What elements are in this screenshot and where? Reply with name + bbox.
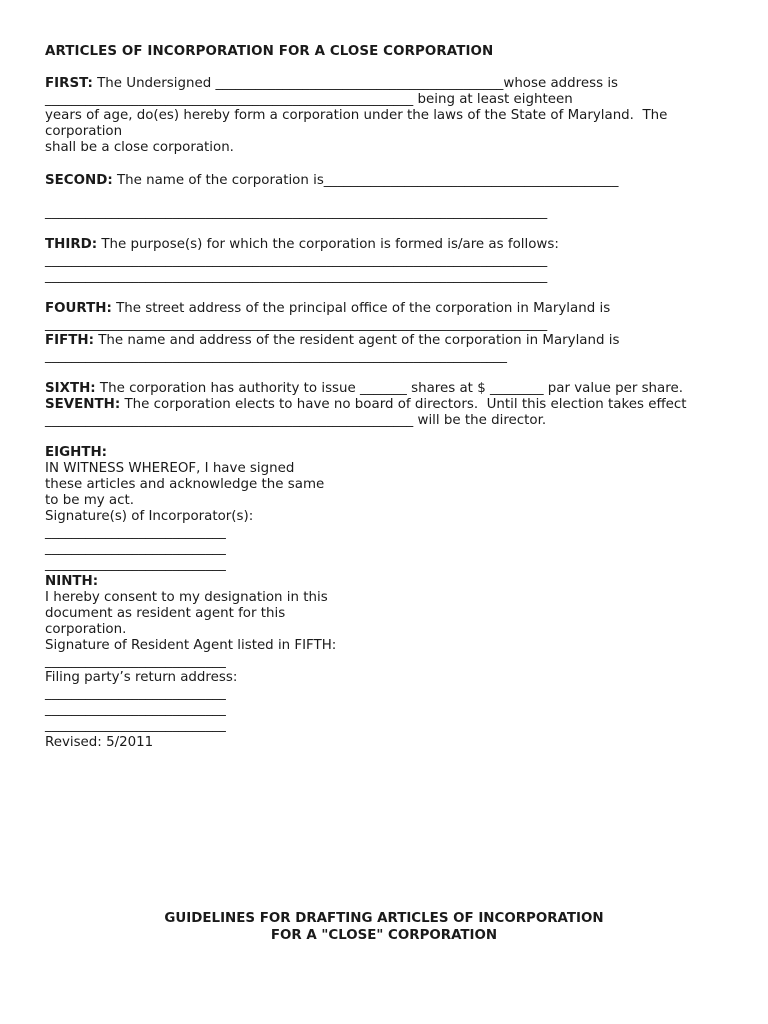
article-first-line3: years of age, do(es) hereby form a corporation under the laws of the State of Maryland. The bbox=[45, 108, 668, 123]
return-address-line: ___________________________ bbox=[45, 702, 226, 717]
guidelines-heading-line1: GUIDELINES FOR DRAFTING ARTICLES OF INCORPORATION bbox=[164, 911, 604, 926]
article-seventh-label: SEVENTH: bbox=[45, 397, 121, 412]
return-address-label: Filing party’s return address: bbox=[45, 670, 238, 685]
article-third bbox=[45, 237, 559, 253]
article-third-label: THIRD: bbox=[45, 237, 98, 252]
resident-agent-signature-line: ___________________________ bbox=[45, 654, 226, 669]
article-fifth-line2: _____________________________________________________________________ bbox=[45, 349, 507, 364]
article-sixth bbox=[45, 381, 683, 397]
article-seventh bbox=[45, 397, 687, 413]
resident-agent-signature-label: Signature of Resident Agent listed in FIFTH: bbox=[45, 638, 337, 653]
article-eighth-line1: IN WITNESS WHEREOF, I have signed bbox=[45, 461, 295, 476]
article-third-line2: ___________________________________________________________________________ bbox=[45, 253, 548, 268]
incorporator-signature-line: ___________________________ bbox=[45, 557, 226, 572]
article-second-line2: ___________________________________________________________________________ bbox=[45, 205, 548, 220]
article-third-line3: ___________________________________________________________________________ bbox=[45, 269, 548, 284]
article-sixth-label: SIXTH: bbox=[45, 381, 96, 396]
article-second bbox=[45, 173, 618, 189]
article-fifth-line1: The name and address of the resident agent of the corporation in Maryland is bbox=[93, 333, 620, 348]
return-address-line: ___________________________ bbox=[45, 718, 226, 733]
article-ninth-label: NINTH: bbox=[45, 574, 99, 589]
article-third-line1: The purpose(s) for which the corporation is formed is/are as follows: bbox=[97, 237, 559, 252]
article-sixth-line1: The corporation has authority to issue _______ shares at $ ________ par value per share. bbox=[95, 381, 683, 396]
article-eighth-label: EIGHTH: bbox=[45, 445, 108, 460]
incorporator-signature-label: Signature(s) of Incorporator(s): bbox=[45, 509, 254, 524]
article-fourth-line1: The street address of the principal office of the corporation in Maryland is bbox=[111, 301, 611, 316]
article-ninth-line1: I hereby consent to my designation in this bbox=[45, 590, 328, 605]
incorporator-signature-line: ___________________________ bbox=[45, 525, 226, 540]
article-second-line1: The name of the corporation is____________________________________________ bbox=[112, 173, 619, 188]
article-seventh-line2: _______________________________________________________ will be the director. bbox=[45, 413, 547, 428]
article-second-label: SECOND: bbox=[45, 173, 113, 188]
incorporator-signature-line: ___________________________ bbox=[45, 541, 226, 556]
article-eighth-line3: to be my act. bbox=[45, 493, 134, 508]
article-fourth bbox=[45, 301, 610, 317]
document-title: ARTICLES OF INCORPORATION FOR A CLOSE CORPORATION bbox=[45, 44, 494, 59]
article-ninth-line2: document as resident agent for this bbox=[45, 606, 286, 621]
return-address-line: ___________________________ bbox=[45, 686, 226, 701]
article-eighth-line2: these articles and acknowledge the same bbox=[45, 477, 325, 492]
article-fifth bbox=[45, 333, 619, 349]
article-fourth-line2: ___________________________________________________________________________ bbox=[45, 317, 548, 332]
article-first-line2: _______________________________________________________ being at least eighteen bbox=[45, 92, 573, 107]
revised-date: Revised: 5/2011 bbox=[45, 735, 154, 750]
article-first-line4: corporation bbox=[45, 124, 123, 139]
article-first-line1: The Undersigned ___________________________________________whose address is bbox=[92, 76, 619, 91]
article-fourth-label: FOURTH: bbox=[45, 301, 112, 316]
article-fifth-label: FIFTH: bbox=[45, 333, 94, 348]
article-first-label: FIRST: bbox=[45, 76, 93, 91]
article-seventh-line1: The corporation elects to have no board of directors. Until this election takes effect bbox=[120, 397, 687, 412]
guidelines-heading-line2: FOR A "CLOSE" CORPORATION bbox=[270, 928, 498, 943]
article-first bbox=[45, 76, 618, 92]
article-ninth-line3: corporation. bbox=[45, 622, 127, 637]
article-first-line5: shall be a close corporation. bbox=[45, 140, 234, 155]
